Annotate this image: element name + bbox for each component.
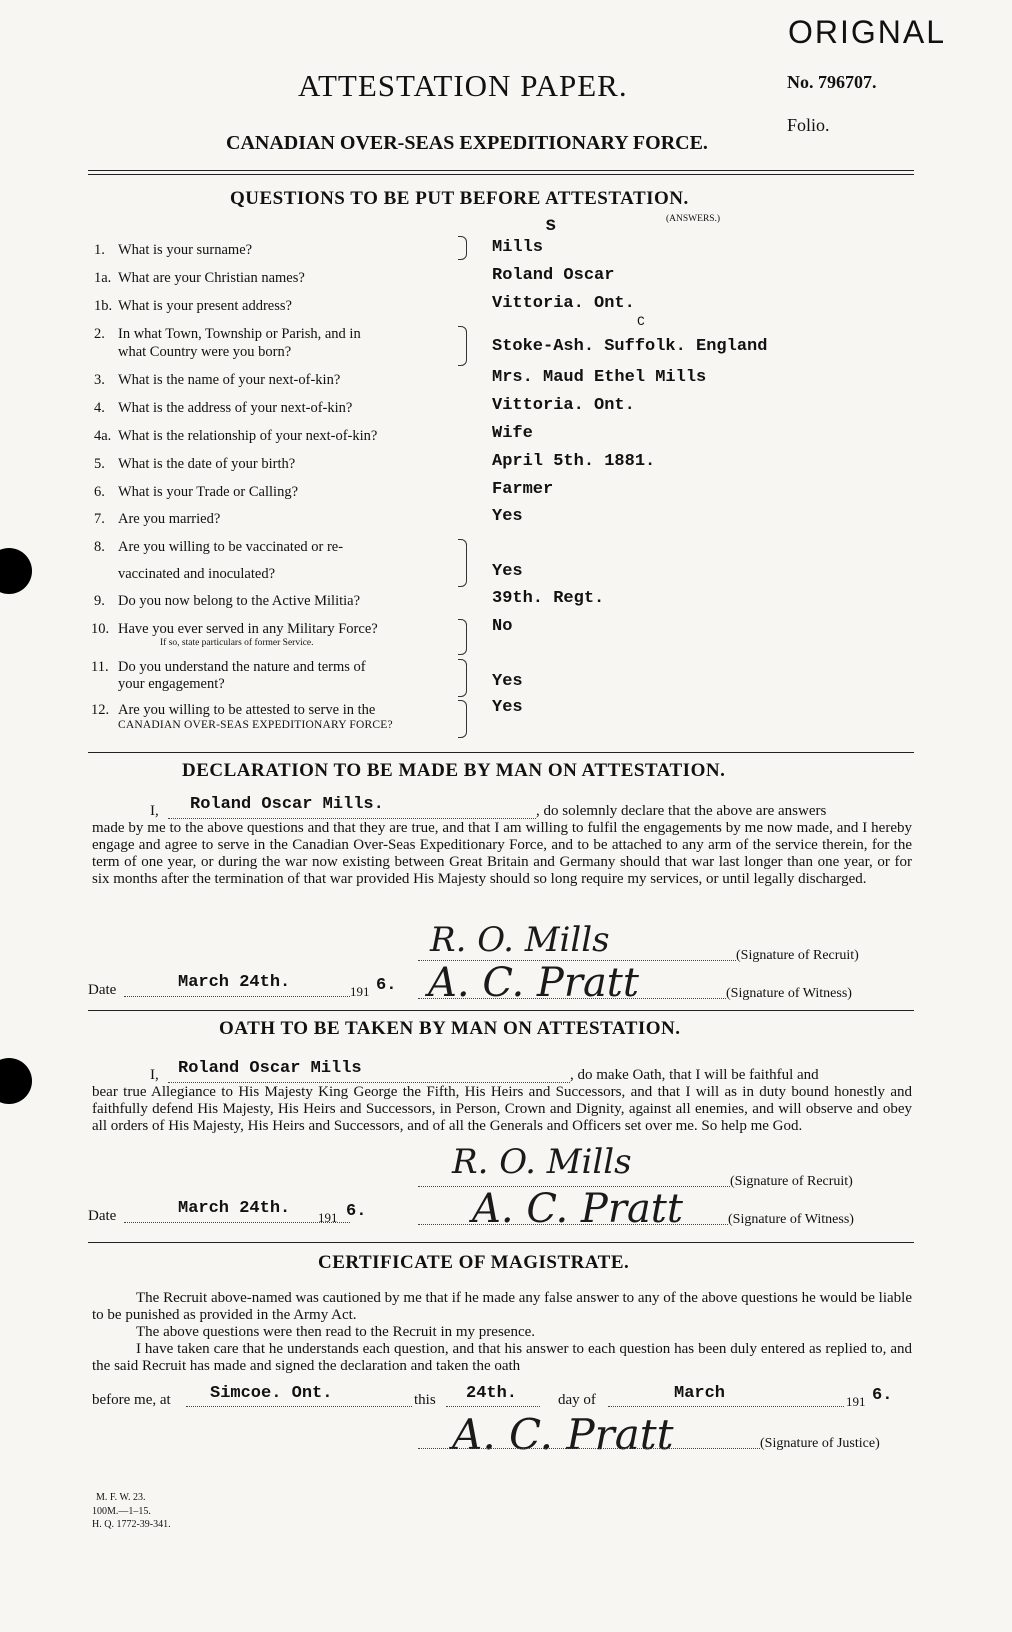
brace: [458, 619, 467, 655]
declaration-name: Roland Oscar Mills.: [190, 795, 384, 814]
question-number: 2.: [94, 326, 105, 342]
magistrate-heading: CERTIFICATE OF MAGISTRATE.: [318, 1252, 630, 1273]
original-stamp: ORIGNAL: [788, 14, 947, 50]
magistrate-para1-text: The Recruit above-named was cautioned by me that if he made any false answer to any of the above questions he would be liable to be punished as provided in the Army Act.: [92, 1290, 912, 1323]
declaration-date: March 24th.: [178, 973, 291, 992]
punch-hole: [0, 548, 32, 594]
answer-willing-to-serve: Yes: [492, 698, 523, 717]
declaration-year-digit: 6.: [376, 976, 397, 995]
oath-witness-label: (Signature of Witness): [728, 1212, 854, 1227]
folio-label: Folio.: [787, 115, 830, 135]
questions-heading: QUESTIONS TO BE PUT BEFORE ATTESTATION.: [230, 188, 689, 209]
answer-understand-terms: Yes: [492, 672, 523, 691]
answer-birth-date: April 5th. 1881.: [492, 452, 656, 471]
oath-body: [92, 1084, 912, 1135]
date-line: [124, 996, 350, 997]
magistrate-para2-text: The above questions were then read to the Recruit in my presence.: [136, 1324, 536, 1340]
question-text: Have you ever served in any Military Force?: [118, 621, 378, 637]
answer-next-of-kin-address: Vittoria. Ont.: [492, 396, 635, 415]
hq-reference: H. Q. 1772-39-341.: [92, 1519, 171, 1530]
answer-next-of-kin: Mrs. Maud Ethel Mills: [492, 368, 707, 387]
question-text: What is your present address?: [118, 298, 292, 314]
page-subtitle: CANADIAN OVER-SEAS EXPEDITIONARY FORCE.: [226, 132, 708, 154]
name-line: [168, 1082, 570, 1083]
question-text: What is the address of your next-of-kin?: [118, 400, 353, 416]
before-me-label: before me, at: [92, 1392, 171, 1408]
declaration-prefix: I,: [150, 803, 159, 819]
brace: [458, 539, 467, 587]
day-of-label: day of: [558, 1392, 596, 1408]
header-rule: [88, 174, 914, 175]
question-number: 11.: [91, 659, 109, 675]
magistrate-year-prefix: 191: [846, 1394, 866, 1409]
question-number: 9.: [94, 593, 105, 609]
answer-married: Yes: [492, 507, 523, 526]
section-rule: [88, 752, 914, 753]
question-text: In what Town, Township or Parish, and in: [118, 326, 361, 342]
month-line: [608, 1406, 844, 1407]
address-correction: C: [637, 314, 645, 329]
page-title: ATTESTATION PAPER.: [298, 68, 628, 103]
signature-line: [418, 1224, 728, 1225]
magistrate-place: Simcoe. Ont.: [210, 1384, 333, 1403]
declaration-line1: , do solemnly declare that the above are answers: [536, 803, 827, 819]
question-number: 3.: [94, 372, 105, 388]
signature-line: [418, 1448, 760, 1449]
question-text: What is your Trade or Calling?: [118, 484, 299, 500]
question-number: 10.: [91, 621, 110, 637]
question-note: If so, state particulars of former Service.: [160, 638, 314, 648]
question-text: vaccinated and inoculated?: [118, 566, 276, 582]
question-text: your engagement?: [118, 676, 225, 692]
question-text: CANADIAN OVER-SEAS EXPEDITIONARY FORCE?: [118, 719, 393, 731]
brace: [458, 326, 467, 366]
oath-witness-signature: A. C. Pratt: [472, 1186, 683, 1232]
question-text: Are you married?: [118, 511, 221, 527]
answer-vaccinated: Yes: [492, 562, 523, 581]
oath-line1: , do make Oath, that I will be faithful and: [570, 1067, 819, 1083]
answer-christian-names: Roland Oscar: [492, 266, 615, 285]
oath-recruit-label: (Signature of Recruit): [730, 1174, 853, 1189]
brace: [458, 700, 467, 738]
date-line: [124, 1222, 350, 1223]
magistrate-para3: [92, 1341, 912, 1375]
answer-relationship: Wife: [492, 424, 533, 443]
this-label: this: [414, 1392, 436, 1408]
question-number: 8.: [94, 539, 105, 555]
magistrate-para3-text: I have taken care that he understands each question, and that his answer to each question has been duly entered as replied to, and the said Recruit has made and signed the declaration and taken the oath: [92, 1341, 912, 1374]
answer-surname: Mills: [492, 238, 544, 257]
question-number: 4.: [94, 400, 105, 416]
question-number: 4a.: [94, 428, 112, 444]
magistrate-day: 24th.: [466, 1384, 518, 1403]
header-rule: [88, 170, 914, 171]
question-number: 12.: [91, 702, 110, 718]
question-number: 7.: [94, 511, 105, 527]
declaration-recruit-signature: R. O. Mills: [430, 920, 610, 960]
justice-label: (Signature of Justice): [760, 1436, 880, 1451]
question-text: Are you willing to be attested to serve in the: [118, 702, 376, 718]
punch-hole: [0, 1058, 32, 1104]
declaration-body-text: made by me to the above questions and that they are true, and that I am willing to fulfil the engagements by me now made, and I hereby engage and agree to serve in the Canadian Over-Seas Expeditionary Force, and to be attached to any arm of the service therein, for the term of one year, or during the war now existing between Great Britain and Germany should that war last longer than one year, or for six months after the termination of that war provided His Majesty should so long require my services, or until legally discharged.: [92, 820, 912, 887]
name-line: [168, 818, 536, 819]
declaration-witness-signature: A. C. Pratt: [428, 960, 639, 1006]
oath-heading: OATH TO BE TAKEN BY MAN ON ATTESTATION.: [219, 1018, 681, 1039]
magistrate-year-digit: 6.: [872, 1386, 893, 1405]
oath-prefix: I,: [150, 1067, 159, 1083]
oath-year-prefix: 191: [318, 1210, 338, 1225]
answers-label: (ANSWERS.): [666, 214, 721, 224]
signature-line: [418, 998, 726, 999]
magistrate-para2: [92, 1324, 912, 1341]
question-number: 1a.: [94, 270, 112, 286]
question-text: What are your Christian names?: [118, 270, 305, 286]
brace: [458, 236, 467, 260]
magistrate-month: March: [674, 1384, 726, 1403]
form-code: M. F. W. 23.: [96, 1492, 146, 1503]
section-rule: [88, 1010, 914, 1011]
answer-trade: Farmer: [492, 480, 554, 499]
answer-militia: 39th. Regt.: [492, 589, 605, 608]
oath-name: Roland Oscar Mills: [178, 1059, 362, 1078]
question-text: Do you understand the nature and terms of: [118, 659, 366, 675]
day-line: [446, 1406, 540, 1407]
question-text: Do you now belong to the Active Militia?: [118, 593, 361, 609]
question-number: 1.: [94, 242, 105, 258]
oath-recruit-signature: R. O. Mills: [452, 1142, 632, 1182]
question-text: What is your surname?: [118, 242, 253, 258]
answer-military-service: No: [492, 617, 513, 636]
declaration-heading: DECLARATION TO BE MADE BY MAN ON ATTESTATION.: [182, 760, 726, 781]
brace: [458, 659, 467, 697]
oath-body-text: bear true Allegiance to His Majesty King George the Fifth, His Heirs and Successors, and that I will as in duty bound honestly and faithfully defend His Majesty, His Heirs and Successors, in Person, Crown and Dignity, against all enemies, and will observe and obey all orders of His Majesty, His Heirs and Successors, and of all the Generals and Officers set over me. So help me God.: [92, 1084, 912, 1134]
declaration-recruit-label: (Signature of Recruit): [736, 948, 859, 963]
answer-birthplace: Stoke-Ash. Suffolk. England: [492, 337, 768, 356]
declaration-witness-label: (Signature of Witness): [726, 986, 852, 1001]
place-line: [186, 1406, 412, 1407]
question-number: 1b.: [94, 298, 113, 314]
declaration-year-prefix: 191: [350, 984, 370, 999]
print-run: 100M.—1–15.: [92, 1506, 151, 1517]
section-rule: [88, 1242, 914, 1243]
magistrate-para1: [92, 1290, 912, 1324]
question-text: What is the name of your next-of-kin?: [118, 372, 341, 388]
oath-date-label: Date: [88, 1208, 117, 1224]
declaration-date-label: Date: [88, 982, 117, 998]
question-text: What is the date of your birth?: [118, 456, 296, 472]
question-text: what Country were you born?: [118, 344, 292, 360]
surname-correction: s: [545, 214, 557, 236]
oath-year-digit: 6.: [346, 1202, 367, 1221]
answer-present-address: Vittoria. Ont.: [492, 294, 635, 313]
question-text: What is the relationship of your next-of-kin?: [118, 428, 378, 444]
serial-number: No. 796707.: [787, 72, 877, 92]
justice-signature: A. C. Pratt: [452, 1410, 674, 1459]
question-number: 5.: [94, 456, 105, 472]
declaration-body: [92, 820, 912, 888]
question-number: 6.: [94, 484, 105, 500]
oath-date: March 24th.: [178, 1199, 291, 1218]
question-text: Are you willing to be vaccinated or re-: [118, 539, 344, 555]
